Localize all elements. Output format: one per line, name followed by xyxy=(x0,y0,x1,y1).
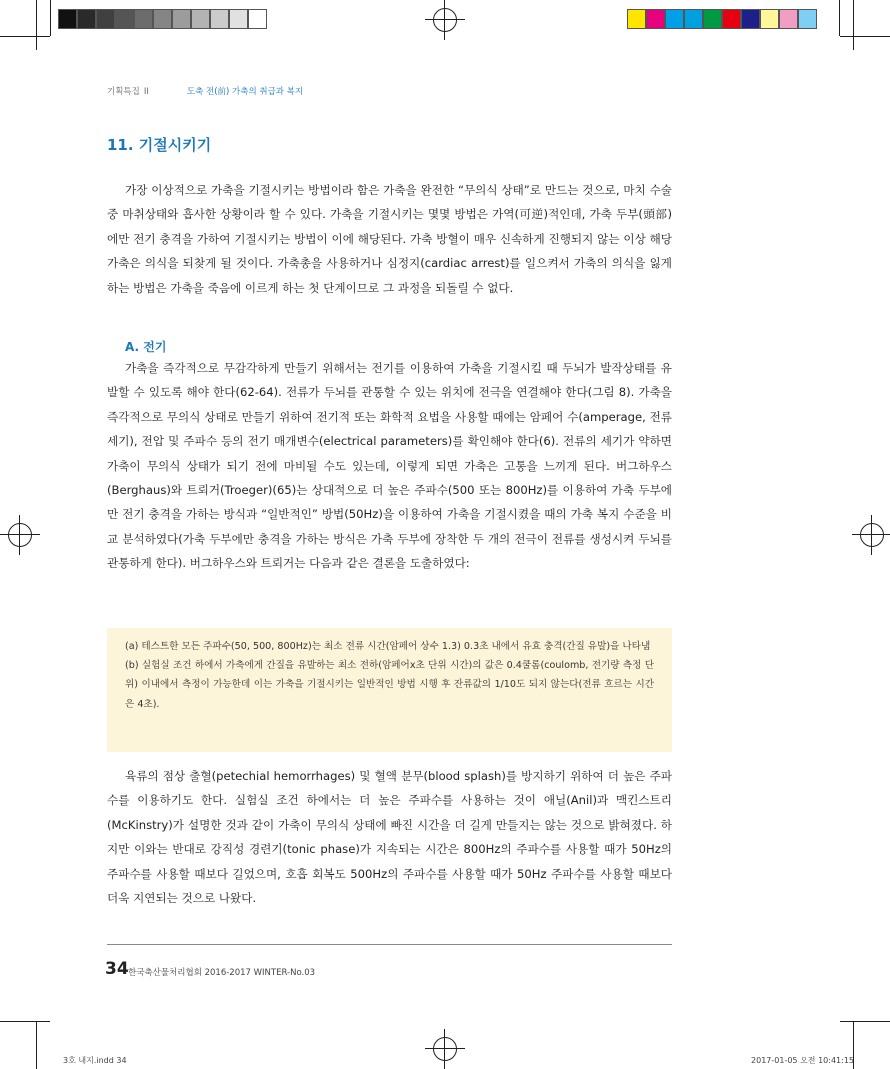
footer-publication: 한국축산물처리협회 2016-2017 WINTER-No.03 xyxy=(128,968,316,978)
gray-swatch xyxy=(248,9,267,29)
registration-mark xyxy=(425,1029,465,1069)
color-swatch xyxy=(684,9,703,29)
gray-swatch xyxy=(229,9,248,29)
crop-mark xyxy=(0,36,50,37)
color-swatch xyxy=(627,9,646,29)
gray-swatch xyxy=(134,9,153,29)
gray-swatch xyxy=(96,9,115,29)
quote-box xyxy=(107,628,672,752)
header-numeral: II xyxy=(143,87,149,97)
registration-mark xyxy=(0,515,40,555)
intro-text: 가장 이상적으로 가축을 기절시키는 방법이라 함은 가축을 완전한 “무의식 상태”로 만드는 것으로, 마치 수술 중 마취상태와 흡사한 상황이라 할 수 있다. 가축을 기절시키는 몇몇 방법은 가역(可逆)적인데, 가축 두부(頭部)에만 전기 충격을 가하여 기절시키는 방법이 이에 해당된다. 가축 방혈이 매우 신속하게 진행되지 않는 이상 해당 가축은 의식을 되찾게 될 것이다. 가축총을 사용하거나 심정지(cardiac arrest)를 일으켜서 가축의 의식을 잃게 하는 방법은 가축을 죽음에 이르게 하는 첫 단계이므로 그 과정을 되돌릴 수 없다. xyxy=(107,183,672,295)
color-swatch xyxy=(722,9,741,29)
crop-mark xyxy=(0,1021,50,1022)
color-swatch xyxy=(665,9,684,29)
gray-swatch xyxy=(77,9,96,29)
crop-mark xyxy=(840,36,890,37)
closing-text: 육류의 점상 출혈(petechial hemorrhages) 및 혈액 분무(blood splash)를 방지하기 위하여 더 높은 주파수를 이용하기도 한다. 실험실 조건 하에서는 더 높은 주파수를 사용하는 것이 애닐(Anil)과 맥킨스트리(McKinstry)가 설명한 것과 같이 가축이 무의식 상태에 빠진 시간을 더 길게 만들지는 않는 것으로 밝혀졌다. 하지만 이와는 반대로 강직성 경련기(tonic phase)가 지속되는 시간은 800Hz의 주파수를 사용할 때가 50Hz의 주파수를 사용할 때보다 길었으며, 호흡 회복도 500Hz의 주파수를 사용할 때가 50Hz 주파수를 사용할 때보다 더욱 지연되는 것으로 나왔다. xyxy=(107,769,672,906)
section-title: 11. 기절시키기 xyxy=(107,136,212,154)
color-swatch xyxy=(760,9,779,29)
registration-mark xyxy=(852,515,890,555)
gray-swatch xyxy=(58,9,77,29)
color-swatch xyxy=(741,9,760,29)
slug-timestamp: 2017-01-05 오전 10:41:15 xyxy=(751,1056,854,1065)
header-section: 기획특집 xyxy=(107,87,140,97)
crop-mark xyxy=(36,1021,37,1069)
subsection-title: A. 전기 xyxy=(125,340,167,354)
closing-paragraph xyxy=(107,764,672,910)
quote-item-b: (b) 실험실 조건 하에서 가축에게 간질을 유발하는 최소 전하(암페어x초 단위 시간)의 값은 0.4쿨롬(coulomb, 전기량 측정 단위) 이내에서 측정이 가능한데 이는 가축을 기절시키는 일반적인 방법 시행 후 잔류값의 1/10도 되지 않는다(전류 흐르는 시간은 4초). xyxy=(125,660,654,710)
crop-mark xyxy=(50,0,51,36)
gray-swatch xyxy=(191,9,210,29)
color-swatch xyxy=(798,9,817,29)
color-swatch xyxy=(646,9,665,29)
crop-mark xyxy=(853,0,854,50)
quote-item-a: (a) 테스트한 모든 주파수(50, 500, 800Hz)는 최소 전류 시간(암페어 상수 1.3) 0.3초 내에서 유효 충격(간질 유발)을 나타냄 xyxy=(125,641,651,652)
page-number: 34 xyxy=(105,959,129,979)
electric-text: 가축을 즉각적으로 무감각하게 만들기 위해서는 전기를 이용하여 가축을 기절시킬 때 두뇌가 발작상태를 유발할 수 있도록 해야 한다(62-64). 전류가 두뇌를 관통할 수 있는 위치에 전극을 연결해야 한다(그림 8). 가축을 즉각적으로 무의식 상태로 만들기 위하여 전기적 또는 화학적 요법을 사용할 때에는 암페어 수(amperage, 전류 세기), 전압 및 주파수 등의 전기 매개변수(electrical parameters)를 확인해야 한다(6). 전류의 세기가 약하면 가축이 무의식 상태가 되기 전에 마비될 수도 있는데, 이렇게 되면 가축은 고통을 느끼게 된다. 버그하우스(Berghaus)와 트뢰거(Troeger)(65)는 상대적으로 더 높은 주파수(500 또는 800Hz)를 이용하여 가축 두부에만 전기 충격을 가하는 방식과 “일반적인” 방법(50Hz)을 이용하여 가축을 기절시켰을 때의 가축 복지 수준을 비교 분석하였다(가축 두부에만 충격을 가하는 방식은 가축 두부에 장착한 두 개의 전극이 전류를 생성시켜 두뇌를 관통하게 한다). 버그하우스와 트뢰거는 다음과 같은 결론을 도출하였다: xyxy=(107,361,672,571)
crop-mark xyxy=(840,1021,890,1022)
header-chapter: 도축 전(前) 가축의 취급과 복지 xyxy=(186,87,304,97)
registration-mark xyxy=(425,0,465,40)
footer-divider xyxy=(107,944,672,945)
crop-mark xyxy=(839,0,840,36)
intro-paragraph xyxy=(107,178,672,300)
gray-swatch xyxy=(153,9,172,29)
color-swatch xyxy=(779,9,798,29)
color-swatch xyxy=(703,9,722,29)
slug-file: 3호 내지.indd 34 xyxy=(63,1056,127,1065)
gray-swatch xyxy=(210,9,229,29)
gray-swatch xyxy=(115,9,134,29)
crop-mark xyxy=(36,0,37,50)
gray-swatch xyxy=(172,9,191,29)
running-header xyxy=(107,85,303,97)
electric-paragraph xyxy=(107,356,672,576)
